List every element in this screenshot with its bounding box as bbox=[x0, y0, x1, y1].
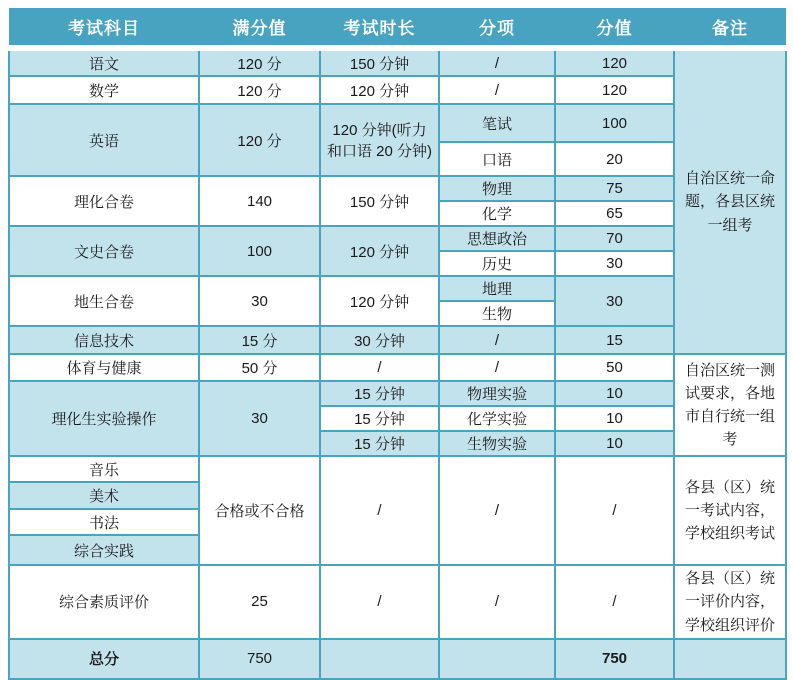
cell-subject: 综合素质评价 bbox=[9, 565, 199, 639]
cell-subject: 英语 bbox=[9, 104, 199, 176]
cell-score: 30 bbox=[555, 251, 674, 276]
cell-total-score: 750 bbox=[555, 639, 674, 679]
header-row bbox=[9, 8, 786, 48]
cell-subject: 音乐 bbox=[9, 456, 199, 482]
cell-full-score: 合格或不合格 bbox=[199, 456, 320, 565]
cell-duration: 120 分钟 bbox=[320, 76, 439, 104]
cell-full-score: 100 bbox=[199, 226, 320, 276]
cell-duration: 15 分钟 bbox=[320, 431, 439, 456]
table-row bbox=[9, 354, 786, 381]
cell-subject: 信息技术 bbox=[9, 326, 199, 354]
table-row bbox=[9, 104, 786, 142]
cell-duration: / bbox=[320, 565, 439, 639]
table-row bbox=[9, 565, 786, 639]
cell-duration: 120 分钟(听力和口语 20 分钟) bbox=[320, 104, 439, 176]
cell-full-score: 140 bbox=[199, 176, 320, 226]
cell-full-score: 120 分 bbox=[199, 48, 320, 76]
cell-subitem: 生物实验 bbox=[439, 431, 555, 456]
cell-subject: 语文 bbox=[9, 48, 199, 76]
cell-score: 30 bbox=[555, 276, 674, 326]
cell-subitem: / bbox=[439, 354, 555, 381]
table-row bbox=[9, 226, 786, 251]
cell-score: 120 bbox=[555, 48, 674, 76]
cell-full-score: 15 分 bbox=[199, 326, 320, 354]
cell-subitem: 物理实验 bbox=[439, 381, 555, 406]
cell-full-score: 120 分 bbox=[199, 104, 320, 176]
cell-subject: 文史合卷 bbox=[9, 226, 199, 276]
cell-subitem: 笔试 bbox=[439, 104, 555, 142]
cell-duration: 120 分钟 bbox=[320, 226, 439, 276]
cell-score: 20 bbox=[555, 142, 674, 176]
cell-full-score: 25 bbox=[199, 565, 320, 639]
table-row bbox=[9, 381, 786, 406]
cell-score: 10 bbox=[555, 381, 674, 406]
cell-subitem: 化学实验 bbox=[439, 406, 555, 431]
cell-score: 15 bbox=[555, 326, 674, 354]
cell-total-label: 总分 bbox=[9, 639, 199, 679]
cell-duration: 15 分钟 bbox=[320, 381, 439, 406]
cell-score: 50 bbox=[555, 354, 674, 381]
cell-score: 70 bbox=[555, 226, 674, 251]
table-row bbox=[9, 276, 786, 301]
column-header-1: 满分值 bbox=[199, 8, 320, 48]
cell-empty bbox=[674, 639, 786, 679]
cell-score: 75 bbox=[555, 176, 674, 201]
cell-subitem: 物理 bbox=[439, 176, 555, 201]
cell-subitem: / bbox=[439, 565, 555, 639]
cell-duration: 30 分钟 bbox=[320, 326, 439, 354]
cell-duration: / bbox=[320, 456, 439, 565]
cell-subitem: / bbox=[439, 456, 555, 565]
cell-subject: 美术 bbox=[9, 482, 199, 509]
exam-schedule-table bbox=[8, 8, 787, 680]
cell-subitem: / bbox=[439, 76, 555, 104]
cell-subject: 理化合卷 bbox=[9, 176, 199, 226]
table-row bbox=[9, 456, 786, 482]
cell-duration: / bbox=[320, 354, 439, 381]
table-row bbox=[9, 176, 786, 201]
cell-remark: 各县（区）统一考试内容，学校组织考试 bbox=[674, 456, 786, 565]
table-body bbox=[9, 48, 786, 679]
cell-remark: 自治区统一命题，各县区统一组考 bbox=[674, 48, 786, 354]
cell-subitem: 口语 bbox=[439, 142, 555, 176]
cell-empty bbox=[320, 639, 439, 679]
cell-total-full-score: 750 bbox=[199, 639, 320, 679]
table-row bbox=[9, 48, 786, 76]
cell-subject: 理化生实验操作 bbox=[9, 381, 199, 456]
cell-full-score: 120 分 bbox=[199, 76, 320, 104]
cell-subitem: 历史 bbox=[439, 251, 555, 276]
cell-score: 100 bbox=[555, 104, 674, 142]
cell-empty bbox=[439, 639, 555, 679]
cell-subitem: / bbox=[439, 326, 555, 354]
table-row bbox=[9, 326, 786, 354]
cell-remark: 各县（区）统一评价内容，学校组织评价 bbox=[674, 565, 786, 639]
cell-subject: 书法 bbox=[9, 509, 199, 535]
cell-subject: 数学 bbox=[9, 76, 199, 104]
cell-duration: 150 分钟 bbox=[320, 48, 439, 76]
cell-subitem: 思想政治 bbox=[439, 226, 555, 251]
cell-subject: 综合实践 bbox=[9, 535, 199, 565]
cell-score: / bbox=[555, 565, 674, 639]
cell-score: 10 bbox=[555, 431, 674, 456]
table-row bbox=[9, 76, 786, 104]
column-header-5: 备注 bbox=[674, 8, 786, 48]
column-header-3: 分项 bbox=[439, 8, 555, 48]
cell-score: / bbox=[555, 456, 674, 565]
cell-subitem: 化学 bbox=[439, 201, 555, 226]
table-row bbox=[9, 639, 786, 679]
cell-subitem: 地理 bbox=[439, 276, 555, 301]
cell-full-score: 30 bbox=[199, 276, 320, 326]
cell-score: 65 bbox=[555, 201, 674, 226]
cell-duration: 120 分钟 bbox=[320, 276, 439, 326]
cell-score: 120 bbox=[555, 76, 674, 104]
table-header bbox=[9, 8, 786, 48]
column-header-0: 考试科目 bbox=[9, 8, 199, 48]
cell-full-score: 30 bbox=[199, 381, 320, 456]
cell-score: 10 bbox=[555, 406, 674, 431]
cell-subitem: 生物 bbox=[439, 301, 555, 326]
cell-subject: 体育与健康 bbox=[9, 354, 199, 381]
cell-full-score: 50 分 bbox=[199, 354, 320, 381]
cell-duration: 150 分钟 bbox=[320, 176, 439, 226]
cell-remark: 自治区统一测试要求，各地市自行统一组考 bbox=[674, 354, 786, 456]
column-header-4: 分值 bbox=[555, 8, 674, 48]
column-header-2: 考试时长 bbox=[320, 8, 439, 48]
cell-subject: 地生合卷 bbox=[9, 276, 199, 326]
cell-subitem: / bbox=[439, 48, 555, 76]
cell-duration: 15 分钟 bbox=[320, 406, 439, 431]
